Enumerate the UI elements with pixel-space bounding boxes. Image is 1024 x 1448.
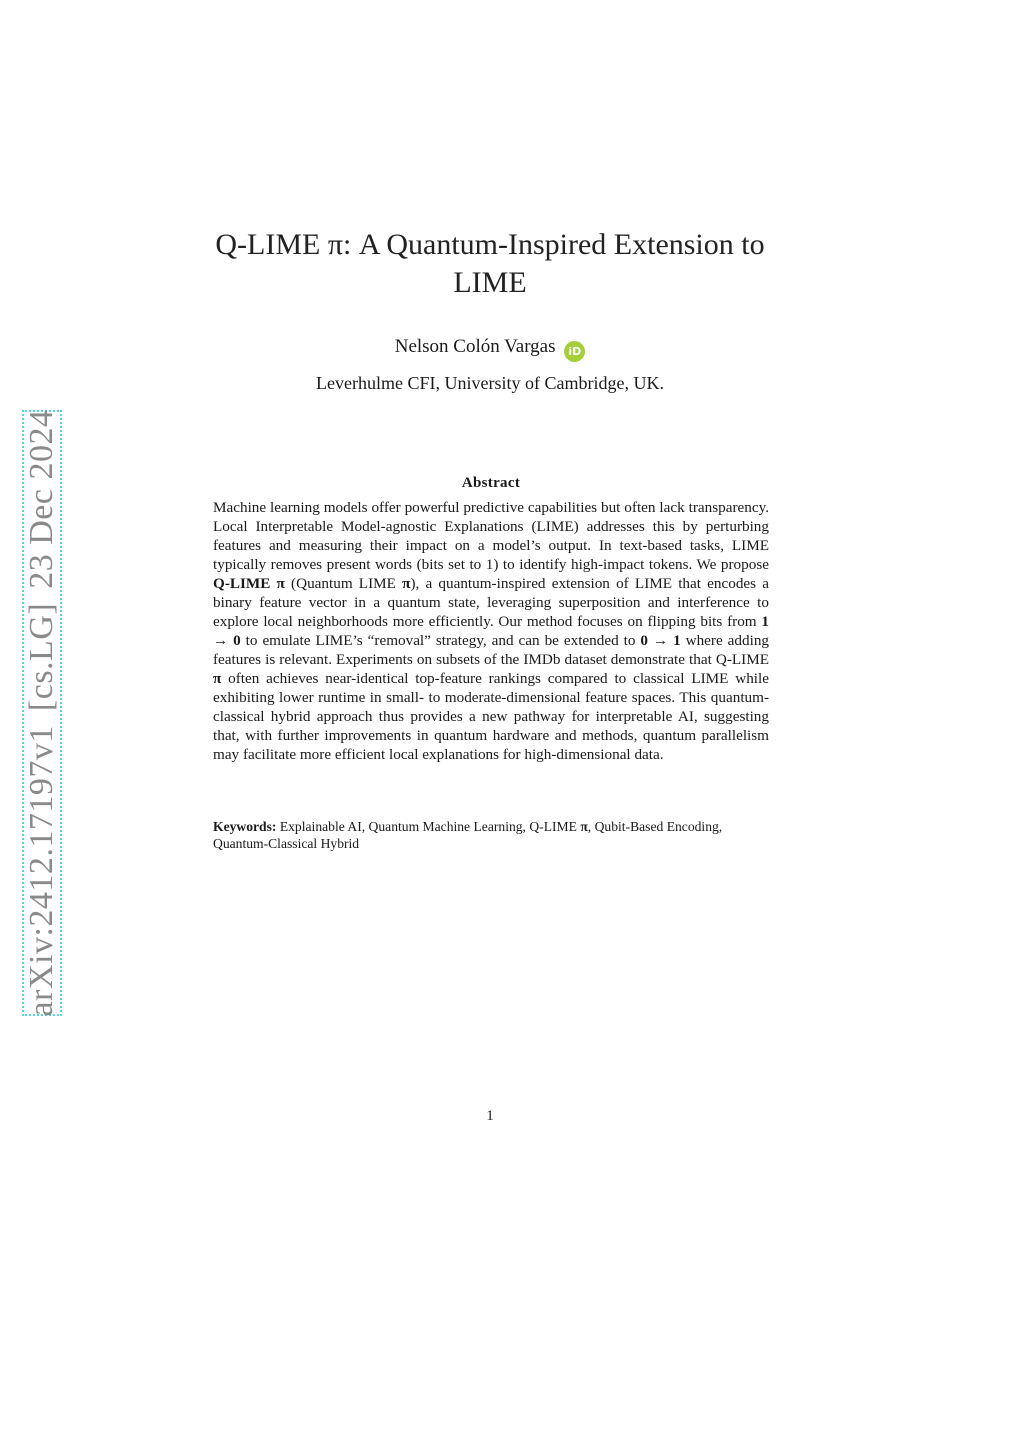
author-name: Nelson Colón Vargas — [394, 336, 556, 357]
arxiv-category: [cs.LG] — [23, 602, 60, 712]
keywords-text-1: Explainable AI, Quantum Machine Learning, Q-LIME — [276, 819, 581, 834]
abstract-text-6: often achieves near-identical top-feature rankings compared to classical LIME while exhibiting lower runtime in small- to moderate-dimensional feature spaces. This quantum-classical hybrid approach thus provides a new pathway for interpretable AI, suggesting that, with further improvements in quantum hardware and methods, quantum parallelism may facilitate more efficient local explanations for high-dimensional data. — [213, 670, 769, 763]
arxiv-stamp[interactable] — [23, 410, 61, 1017]
keywords — [213, 818, 769, 852]
abstract-text-2: (Quantum LIME — [284, 575, 403, 592]
arxiv-date: 23 Dec 2024 — [23, 409, 60, 589]
pi-symbol: π — [402, 575, 411, 592]
arxiv-id: arXiv:2412.17197v1 — [23, 725, 60, 1017]
abstract-heading: Abstract — [461, 475, 521, 491]
affiliation: Leverhulme CFI, University of Cambridge, UK. — [316, 373, 664, 393]
pi-symbol-2: π — [213, 670, 222, 687]
abstract-text-5: where adding features is relevant. Experiments on subsets of the IMDb dataset demonstrate that Q-LIME — [213, 632, 770, 668]
page-number: 1 — [486, 1108, 494, 1124]
abstract-body — [213, 498, 769, 764]
method-name: Q-LIME π — [213, 575, 285, 592]
abstract-text-3: ), a quantum-inspired extension of LIME that encodes a binary feature vector in a quantum state, leveraging superposition and interference to explore local neighborhoods more efficiently. Our method focuses on flipping bits from — [213, 575, 769, 630]
keywords-label: Keywords: — [213, 819, 277, 834]
flip-zero-to-one: 0 → 1 — [640, 632, 681, 649]
abstract-text-4: to emulate LIME’s “removal” strategy, and can be extended to — [240, 632, 641, 649]
keywords-text-2: , Qubit-Based Encoding, Quantum-Classical Hybrid — [213, 819, 723, 851]
flip-one-to-zero: 1 → 0 — [213, 613, 769, 649]
abstract-text-1: Machine learning models offer powerful predictive capabilities but often lack transparency. Local Interpretable Model-agnostic Explanations (LIME) addresses this by perturbing features and measuring their impact on a model’s output. In text-based tasks, LIME typically removes present words (bits set to 1) to identify high-impact tokens. We propose — [213, 499, 769, 573]
orcid-icon[interactable]: iD — [564, 341, 585, 362]
author-line — [190, 334, 790, 362]
paper-title — [190, 226, 790, 302]
keywords-pi: π — [580, 819, 588, 834]
title-line-2: LIME — [453, 266, 527, 299]
title-line-1: Q-LIME π: A Quantum-Inspired Extension to — [215, 228, 765, 261]
